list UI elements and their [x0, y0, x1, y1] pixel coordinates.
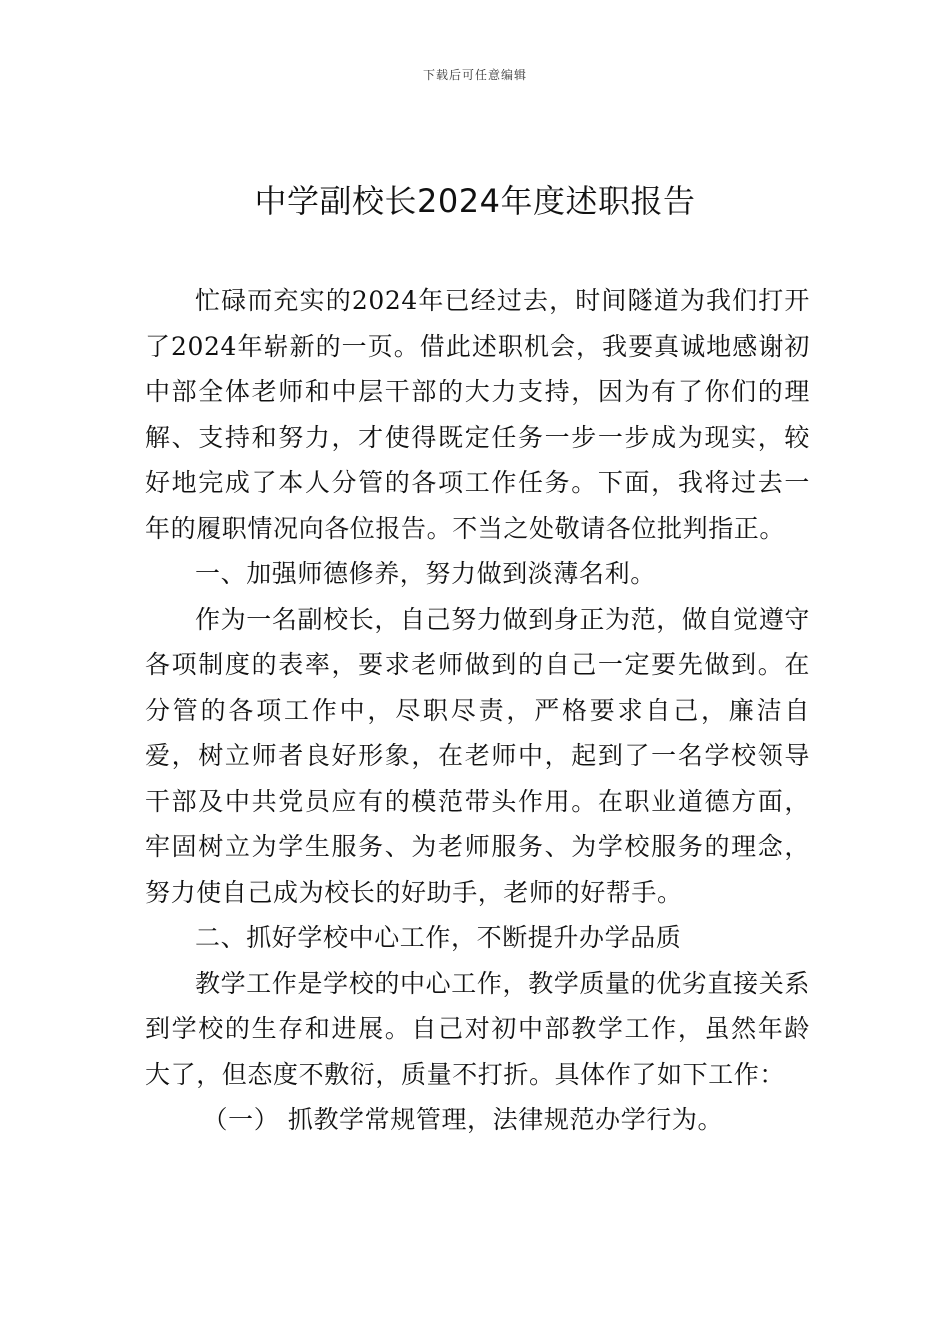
paragraph-intro: 忙碌而充实的2024年已经过去，时间隧道为我们打开了2024年崭新的一页。借此述职机会，我要真诚地感谢初中部全体老师和中层干部的大力支持，因为有了你们的理解、支持和努力，才使得既定任务一步一步成为现实，较好地完成了本人分管的各项工作任务。下面，我将过去一年的履职情况向各位报告。不当之处敬请各位批判指正。: [145, 286, 810, 543]
document-title: 中学副校长2024年度述职报告: [254, 182, 696, 220]
header-note: 下载后可任意编辑: [422, 68, 527, 82]
document-body: [145, 278, 810, 1143]
paragraph-section-1: 作为一名副校长，自己努力做到身正为范，做自觉遵守各项制度的表率，要求老师做到的自己一定要先做到。在分管的各项工作中，尽职尽责，严格要求自己，廉洁自爱，树立师者良好形象，在老师中，起到了一名学校领导干部及中共党员应有的模范带头作用。在职业道德方面，牢固树立为学生服务、为老师服务、为学校服务的理念，努力使自己成为校长的好助手，老师的好帮手。: [145, 604, 810, 907]
section-heading-1: 一、加强师德修养，努力做到淡薄名利。: [195, 559, 656, 588]
sub-heading-1: （一） 抓教学常规管理，法律规范办学行为。: [202, 1105, 724, 1134]
section-heading-2: 二、抓好学校中心工作，不断提升办学品质: [195, 923, 682, 952]
paragraph-section-2: 教学工作是学校的中心工作，教学质量的优劣直接关系到学校的生存和进展。自己对初中部教学工作，虽然年龄大了，但态度不敷衍，质量不打折。具体作了如下工作：: [145, 968, 810, 1089]
